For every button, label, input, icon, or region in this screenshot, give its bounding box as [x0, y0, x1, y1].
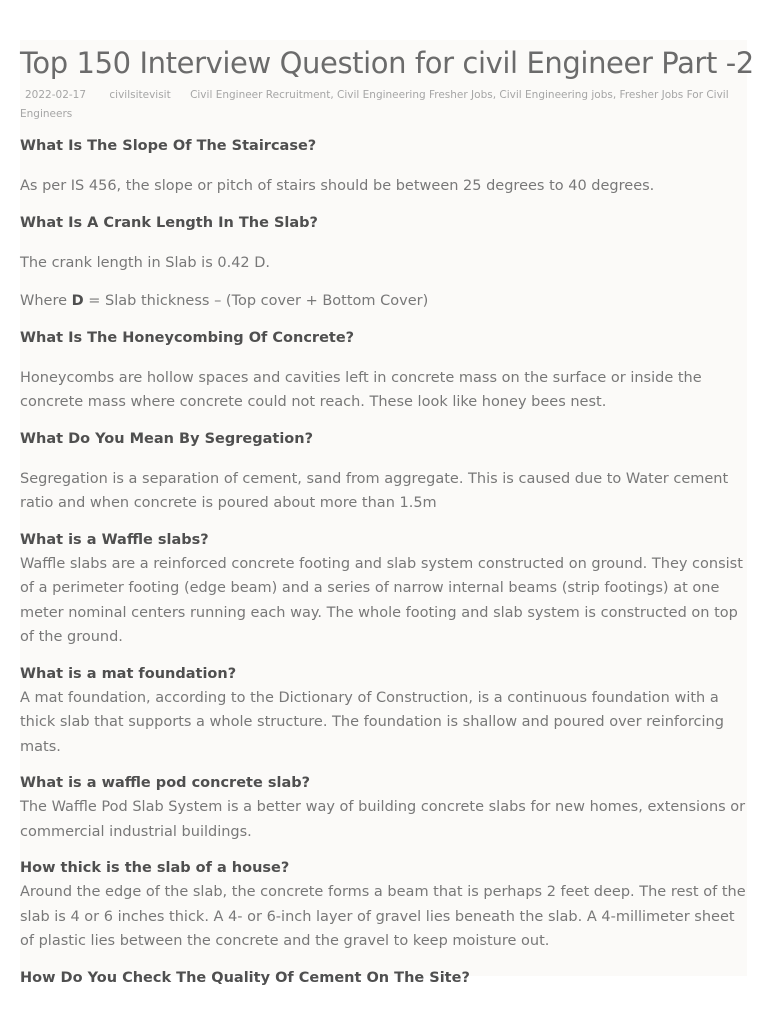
answer-text: The Waffle Pod Slab System is a better way of building concrete slabs for new homes, extensions or commercial industrial buildings.: [20, 799, 746, 840]
category-link-civil-engineering-jobs[interactable]: Civil Engineering jobs: [499, 89, 613, 101]
question-heading: What is a waffle pod concrete slab?: [20, 775, 311, 791]
question-heading: What Do You Mean By Segregation?: [20, 430, 314, 447]
category-separator: ,: [612, 89, 620, 101]
question-heading: What Is The Honeycombing Of Concrete?: [20, 329, 355, 346]
answer-text: Segregation is a separation of cement, sand from aggregate. This is caused due to Water cement ratio and when concrete is poured about more than 1.5m: [20, 470, 729, 511]
answer-text: Around the edge of the slab, the concrete forms a beam that is perhaps 2 feet deep. The rest of the slab is 4 or 6 inches thick. A 4- or 6-inch layer of gravel lies beneath the slab. A 4-millimeter sheet of plastic lies between the concrete and the gravel to keep moisture out.: [20, 884, 746, 949]
answer-text: A mat foundation, according to the Dictionary of Construction, is a continuous foundation with a thick slab that supports a whole structure. The foundation is shallow and poured over reinforcing mats.: [20, 689, 724, 755]
category-link-civil-engineering-fresher-jobs[interactable]: Civil Engineering Fresher Jobs: [337, 89, 493, 101]
answer-where-line: [20, 289, 747, 314]
post-date: 2022-02-17: [25, 89, 87, 101]
answer-text: Waffle slabs are a reinforced concrete footing and slab system constructed on ground. They consist of a perimeter footing (edge beam) and a series of narrow internal beams (strip footings) at one meter nominal centers running each way. The whole footing and slab system is constructed on top of the ground.: [20, 555, 743, 645]
post-author-link[interactable]: civilsitevisit: [109, 89, 171, 101]
answer-text: Honeycombs are hollow spaces and cavities left in concrete mass on the surface or inside the concrete mass where concrete could not reach. These look like honey bees nest.: [20, 369, 702, 410]
where-prefix: Where: [20, 293, 72, 309]
category-separator: ,: [492, 89, 500, 101]
answer-text: As per IS 456, the slope or pitch of stairs should be between 25 degrees to 40 degrees.: [20, 178, 655, 194]
where-variable: D: [71, 293, 84, 309]
question-heading: How Do You Check The Quality Of Cement On The Site?: [20, 969, 470, 986]
question-heading: What Is The Slope Of The Staircase?: [20, 138, 317, 154]
article-content: [20, 136, 747, 988]
question-heading: What is a mat foundation?: [20, 665, 237, 682]
post-meta: [20, 86, 747, 124]
article: [20, 40, 754, 986]
where-definition: = Slab thickness – (Top cover + Bottom Cover): [83, 293, 429, 309]
answer-text: The crank length in Slab is 0.42 D.: [20, 254, 271, 271]
question-heading: What is a Waffle slabs?: [20, 531, 209, 548]
category-separator: ,: [330, 89, 338, 101]
question-heading: How thick is the slab of a house?: [20, 860, 290, 876]
category-link-civil-engineer-recruitment[interactable]: Civil Engineer Recruitment: [190, 89, 331, 101]
question-heading: What Is A Crank Length In The Slab?: [20, 214, 318, 231]
page-title: Top 150 Interview Question for civil Engineer Part -2: [20, 46, 754, 80]
category-link-fresher-jobs-for-civil-engineers[interactable]: Fresher Jobs For Civil Engineers: [20, 89, 729, 120]
